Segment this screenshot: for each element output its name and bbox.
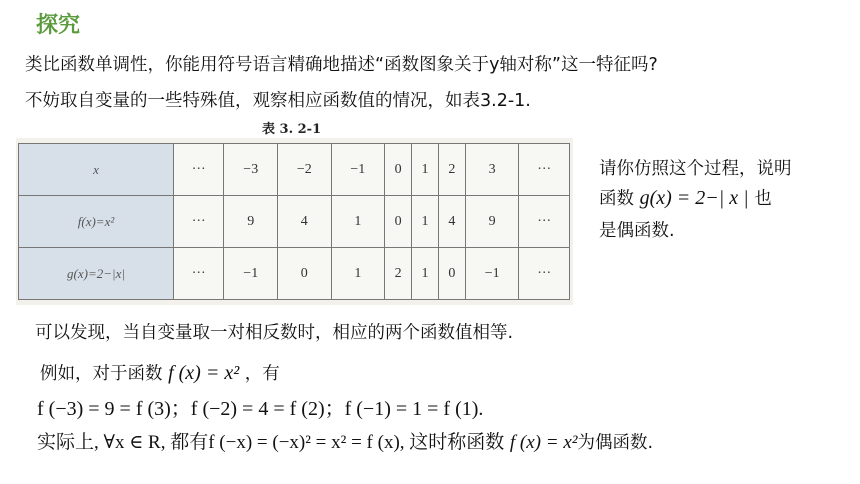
example-equations: f (−3) = 9 = f (3)；f (−2) = 4 = f (2)；f (−1) = 1 = f (1).: [37, 398, 484, 420]
table-cell: 2: [385, 248, 412, 300]
table-row: [19, 248, 570, 300]
conclusion-line: [37, 427, 653, 454]
table-cell: 3: [465, 144, 519, 196]
values-table: [18, 143, 570, 300]
example-line: [40, 361, 280, 386]
table-cell: 4: [278, 196, 332, 248]
row-header: g(x)=2−|x|: [19, 248, 174, 300]
side-question-line-3: 是偶函数.: [599, 221, 675, 241]
table-cell: −3: [224, 144, 278, 196]
conclusion-part2: 为偶函数.: [577, 433, 654, 453]
table-cell: ···: [174, 248, 224, 300]
table-row: [19, 144, 570, 196]
table-cell: 9: [465, 196, 519, 248]
example-prefix: 例如，对于函数: [40, 364, 163, 384]
table-cell: 9: [224, 196, 278, 248]
section-title: 探究: [36, 13, 81, 38]
table-cell: 0: [438, 248, 465, 300]
example-formula: f (x) = x²: [168, 362, 240, 384]
side-formula: g(x) = 2−| x |: [639, 187, 749, 209]
table-cell: ···: [519, 196, 570, 248]
conclusion-part1: 实际上, ∀x ∈ R, 都有f (−x) = (−x)² = x² = f (x), 这时称函数: [37, 432, 505, 453]
table-cell: 1: [331, 248, 385, 300]
table-cell: −1: [224, 248, 278, 300]
table-cell: −1: [465, 248, 519, 300]
table-cell: 4: [438, 196, 465, 248]
table-cell: 0: [385, 144, 412, 196]
row-header: f(x)=x²: [19, 196, 174, 248]
table-row: [19, 196, 570, 248]
table-cell: −1: [331, 144, 385, 196]
table-cell: 1: [412, 144, 439, 196]
finding-text: 可以发现，当自变量取一对相反数时，相应的两个函数值相等.: [35, 323, 514, 343]
side-prefix: 函数: [599, 189, 634, 209]
table-cell: 0: [278, 248, 332, 300]
table-caption: 表 3. 2-1: [262, 122, 322, 137]
table-cell: ···: [519, 144, 570, 196]
side-suffix: 也: [754, 189, 772, 209]
table-cell: 0: [385, 196, 412, 248]
table-cell: 1: [412, 196, 439, 248]
example-suffix: ，有: [244, 364, 280, 384]
table-cell: 1: [331, 196, 385, 248]
side-question-line-1: 请你仿照这个过程，说明: [599, 159, 792, 179]
table-cell: −2: [278, 144, 332, 196]
table-cell: ···: [519, 248, 570, 300]
conclusion-formula: f (x) = x²: [509, 432, 578, 453]
intro-line-2: 不妨取自变量的一些特殊值，观察相应函数值的情况，如表3.2-1.: [25, 91, 531, 111]
side-question-line-2: [599, 185, 772, 213]
table-cell: ···: [174, 144, 224, 196]
intro-line-1: 类比函数单调性，你能用符号语言精确地描述“函数图象关于y轴对称”这一特征吗?: [25, 55, 658, 75]
row-header: x: [19, 144, 174, 196]
table-cell: 1: [412, 248, 439, 300]
table-cell: ···: [174, 196, 224, 248]
table-cell: 2: [438, 144, 465, 196]
